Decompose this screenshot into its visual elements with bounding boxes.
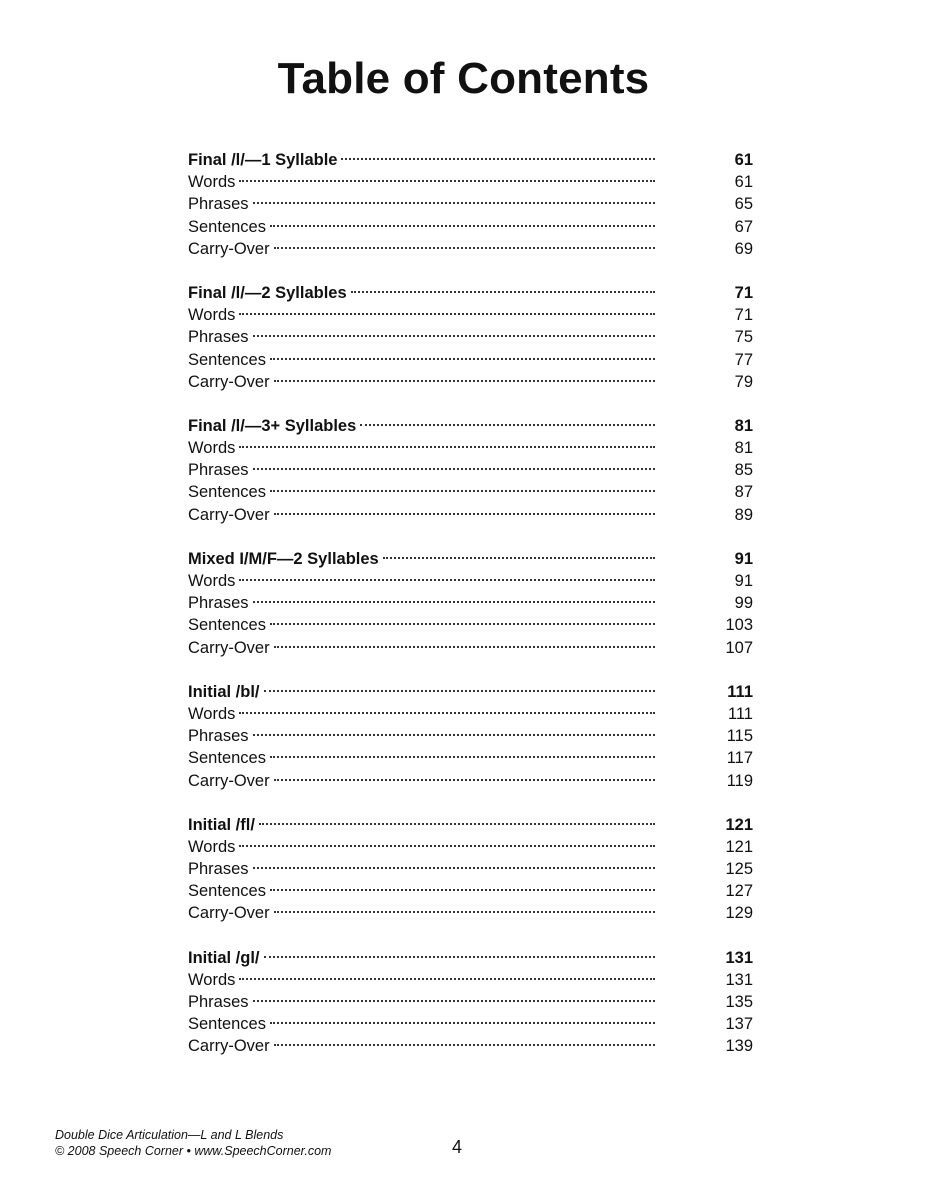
toc-entry-label: Carry-Over [188, 904, 270, 923]
toc-entry [188, 475, 753, 502]
toc-entry-label: Carry-Over [188, 638, 270, 657]
toc-entry-page: 61 [734, 173, 753, 192]
toc-section-heading-page: 91 [734, 549, 753, 568]
toc-entry-label: Carry-Over [188, 239, 270, 258]
dot-leader [274, 232, 655, 254]
toc-entry [188, 985, 753, 1011]
toc-entry-label: Words [188, 439, 236, 458]
toc-entry-label: Sentences [188, 1015, 266, 1034]
toc-entry-label: Sentences [188, 749, 266, 768]
toc-entry [188, 498, 753, 524]
toc-entry-page: 71 [734, 306, 753, 325]
toc-entry [188, 896, 753, 923]
dot-leader [239, 830, 655, 852]
dot-leader [259, 808, 655, 830]
toc-entry-page: 119 [726, 771, 753, 790]
toc-section-heading [188, 409, 753, 435]
toc-entry-label: Sentences [188, 217, 266, 236]
toc-entry [188, 830, 753, 856]
toc-entry [188, 741, 753, 768]
toc-section [188, 808, 753, 923]
toc-section-heading [188, 941, 753, 967]
toc-section-heading-page: 121 [725, 815, 753, 834]
dot-leader [253, 453, 655, 475]
toc-entry [188, 608, 753, 635]
toc-entry-label: Words [188, 306, 236, 325]
toc-entry [188, 453, 753, 480]
dot-leader [264, 675, 655, 697]
toc-entry [188, 586, 753, 613]
toc-section [188, 276, 753, 391]
dot-leader [253, 586, 655, 608]
toc-entry [188, 320, 753, 347]
toc-entry-label: Carry-Over [188, 372, 270, 391]
toc-entry [188, 298, 753, 325]
toc-entry-page: 135 [725, 993, 753, 1011]
toc-entry-label: Sentences [188, 882, 266, 901]
toc-entry-page: 129 [725, 904, 753, 923]
toc-entry [188, 1007, 753, 1034]
dot-leader [270, 1007, 655, 1029]
toc-section-heading-label: Final /l/—1 Syllable [188, 151, 338, 169]
dot-leader [274, 896, 655, 918]
toc-entry-page: 67 [734, 217, 753, 236]
toc-entry-label: Words [188, 572, 236, 590]
toc-entry-page: 125 [725, 860, 753, 879]
toc-entry [188, 431, 753, 458]
toc-entry-label: Carry-Over [188, 771, 270, 790]
toc-entry-page: 91 [734, 572, 753, 590]
page-number: 4 [452, 1137, 463, 1157]
toc-entry [188, 1029, 753, 1056]
toc-entry-page: 99 [734, 594, 753, 613]
dot-leader [274, 631, 655, 653]
footer-credits [55, 1127, 331, 1159]
toc-section [188, 143, 753, 258]
toc-section-heading [188, 143, 753, 169]
toc-entry-label: Words [188, 173, 236, 192]
toc-section [188, 675, 753, 790]
toc-entry [188, 764, 753, 790]
dot-leader [274, 1029, 655, 1051]
toc-entry [188, 232, 753, 258]
toc-section-heading [188, 276, 753, 302]
dot-leader [239, 963, 655, 985]
dot-leader [270, 475, 655, 497]
toc-section-heading-label: Mixed I/M/F—2 Syllables [188, 549, 379, 568]
dot-leader [270, 741, 655, 763]
dot-leader [253, 320, 655, 342]
toc-section-heading [188, 542, 753, 568]
toc-entry-page: 131 [725, 970, 753, 989]
toc-section-heading-page: 71 [734, 283, 753, 302]
dot-leader [253, 852, 655, 874]
toc-section-heading-page: 131 [725, 948, 753, 967]
toc-section [188, 409, 753, 524]
dot-leader [239, 431, 655, 453]
table-of-contents [188, 143, 753, 1074]
toc-entry-page: 81 [734, 439, 753, 458]
toc-entry-page: 89 [734, 505, 753, 524]
toc-entry-page: 139 [725, 1037, 753, 1056]
toc-section [188, 542, 753, 657]
toc-entry [188, 165, 753, 192]
toc-entry-label: Sentences [188, 483, 266, 502]
toc-entry-label: Carry-Over [188, 1037, 270, 1056]
toc-entry-label: Phrases [188, 727, 249, 746]
toc-entry [188, 210, 753, 236]
dot-leader [360, 409, 655, 431]
toc-entry-label: Sentences [188, 350, 266, 369]
toc-entry [188, 343, 753, 369]
toc-section-heading-page: 111 [727, 682, 753, 701]
dot-leader [383, 542, 655, 564]
toc-entry-page: 117 [726, 749, 753, 768]
dot-leader [341, 143, 655, 165]
toc-entry [188, 564, 753, 590]
page-title: Table of Contents [277, 54, 650, 103]
toc-entry-label: Words [188, 837, 236, 856]
dot-leader [270, 608, 655, 630]
toc-entry-page: 77 [734, 350, 753, 369]
dot-leader [253, 985, 655, 1007]
toc-entry [188, 365, 753, 391]
toc-section-heading-label: Initial /fl/ [188, 815, 255, 834]
toc-entry-label: Phrases [188, 461, 249, 480]
toc-entry-label: Words [188, 704, 236, 723]
dot-leader [239, 165, 655, 187]
toc-entry-label: Phrases [188, 594, 249, 613]
toc-entry [188, 697, 753, 723]
toc-entry [188, 852, 753, 879]
toc-entry-page: 65 [734, 195, 753, 214]
toc-entry [188, 187, 753, 214]
toc-entry [188, 874, 753, 901]
toc-entry-label: Words [188, 970, 236, 989]
dot-leader [239, 298, 655, 320]
dot-leader [253, 719, 655, 741]
toc-section-heading-label: Initial /bl/ [188, 682, 260, 701]
dot-leader [270, 343, 655, 365]
dot-leader [270, 874, 655, 896]
toc-entry-label: Phrases [188, 993, 249, 1011]
toc-section-heading-label: Final /l/—2 Syllables [188, 283, 347, 302]
dot-leader [239, 697, 655, 719]
toc-entry-page: 115 [726, 727, 753, 746]
toc-entry-label: Phrases [188, 860, 249, 879]
toc-section-heading-label: Final /l/—3+ Syllables [188, 416, 357, 435]
toc-entry-label: Phrases [188, 195, 249, 214]
toc-entry-page: 85 [734, 461, 753, 480]
toc-entry [188, 719, 753, 746]
toc-entry-page: 103 [725, 616, 753, 635]
toc-entry [188, 963, 753, 989]
toc-entry-page: 107 [725, 638, 753, 657]
toc-section-heading-label: Initial /gl/ [188, 948, 260, 967]
toc-entry-page: 69 [734, 239, 753, 258]
toc-entry-page: 87 [734, 483, 753, 502]
toc-entry-page: 127 [725, 882, 753, 901]
dot-leader [274, 764, 655, 786]
dot-leader [253, 187, 655, 209]
toc-entry-label: Carry-Over [188, 505, 270, 524]
toc-entry-page: 75 [734, 328, 753, 347]
toc-entry-label: Sentences [188, 616, 266, 635]
footer-book-title: Double Dice Articulation—L and L Blends [55, 1128, 284, 1142]
toc-entry-label: Phrases [188, 328, 249, 347]
toc-section-heading [188, 808, 753, 834]
toc-section [188, 941, 753, 1056]
toc-entry-page: 111 [727, 704, 753, 723]
dot-leader [239, 564, 655, 586]
dot-leader [264, 941, 655, 963]
toc-entry-page: 137 [725, 1015, 753, 1034]
dot-leader [274, 498, 655, 520]
footer-copyright: © 2008 Speech Corner • www.SpeechCorner.com [55, 1144, 332, 1158]
toc-section-heading [188, 675, 753, 701]
toc-entry-page: 121 [725, 837, 753, 856]
toc-section-heading-page: 61 [734, 151, 753, 169]
dot-leader [351, 276, 655, 298]
toc-section-heading-page: 81 [734, 416, 753, 435]
toc-entry-page: 79 [734, 372, 753, 391]
toc-entry [188, 631, 753, 657]
dot-leader [270, 210, 655, 232]
dot-leader [274, 365, 655, 387]
